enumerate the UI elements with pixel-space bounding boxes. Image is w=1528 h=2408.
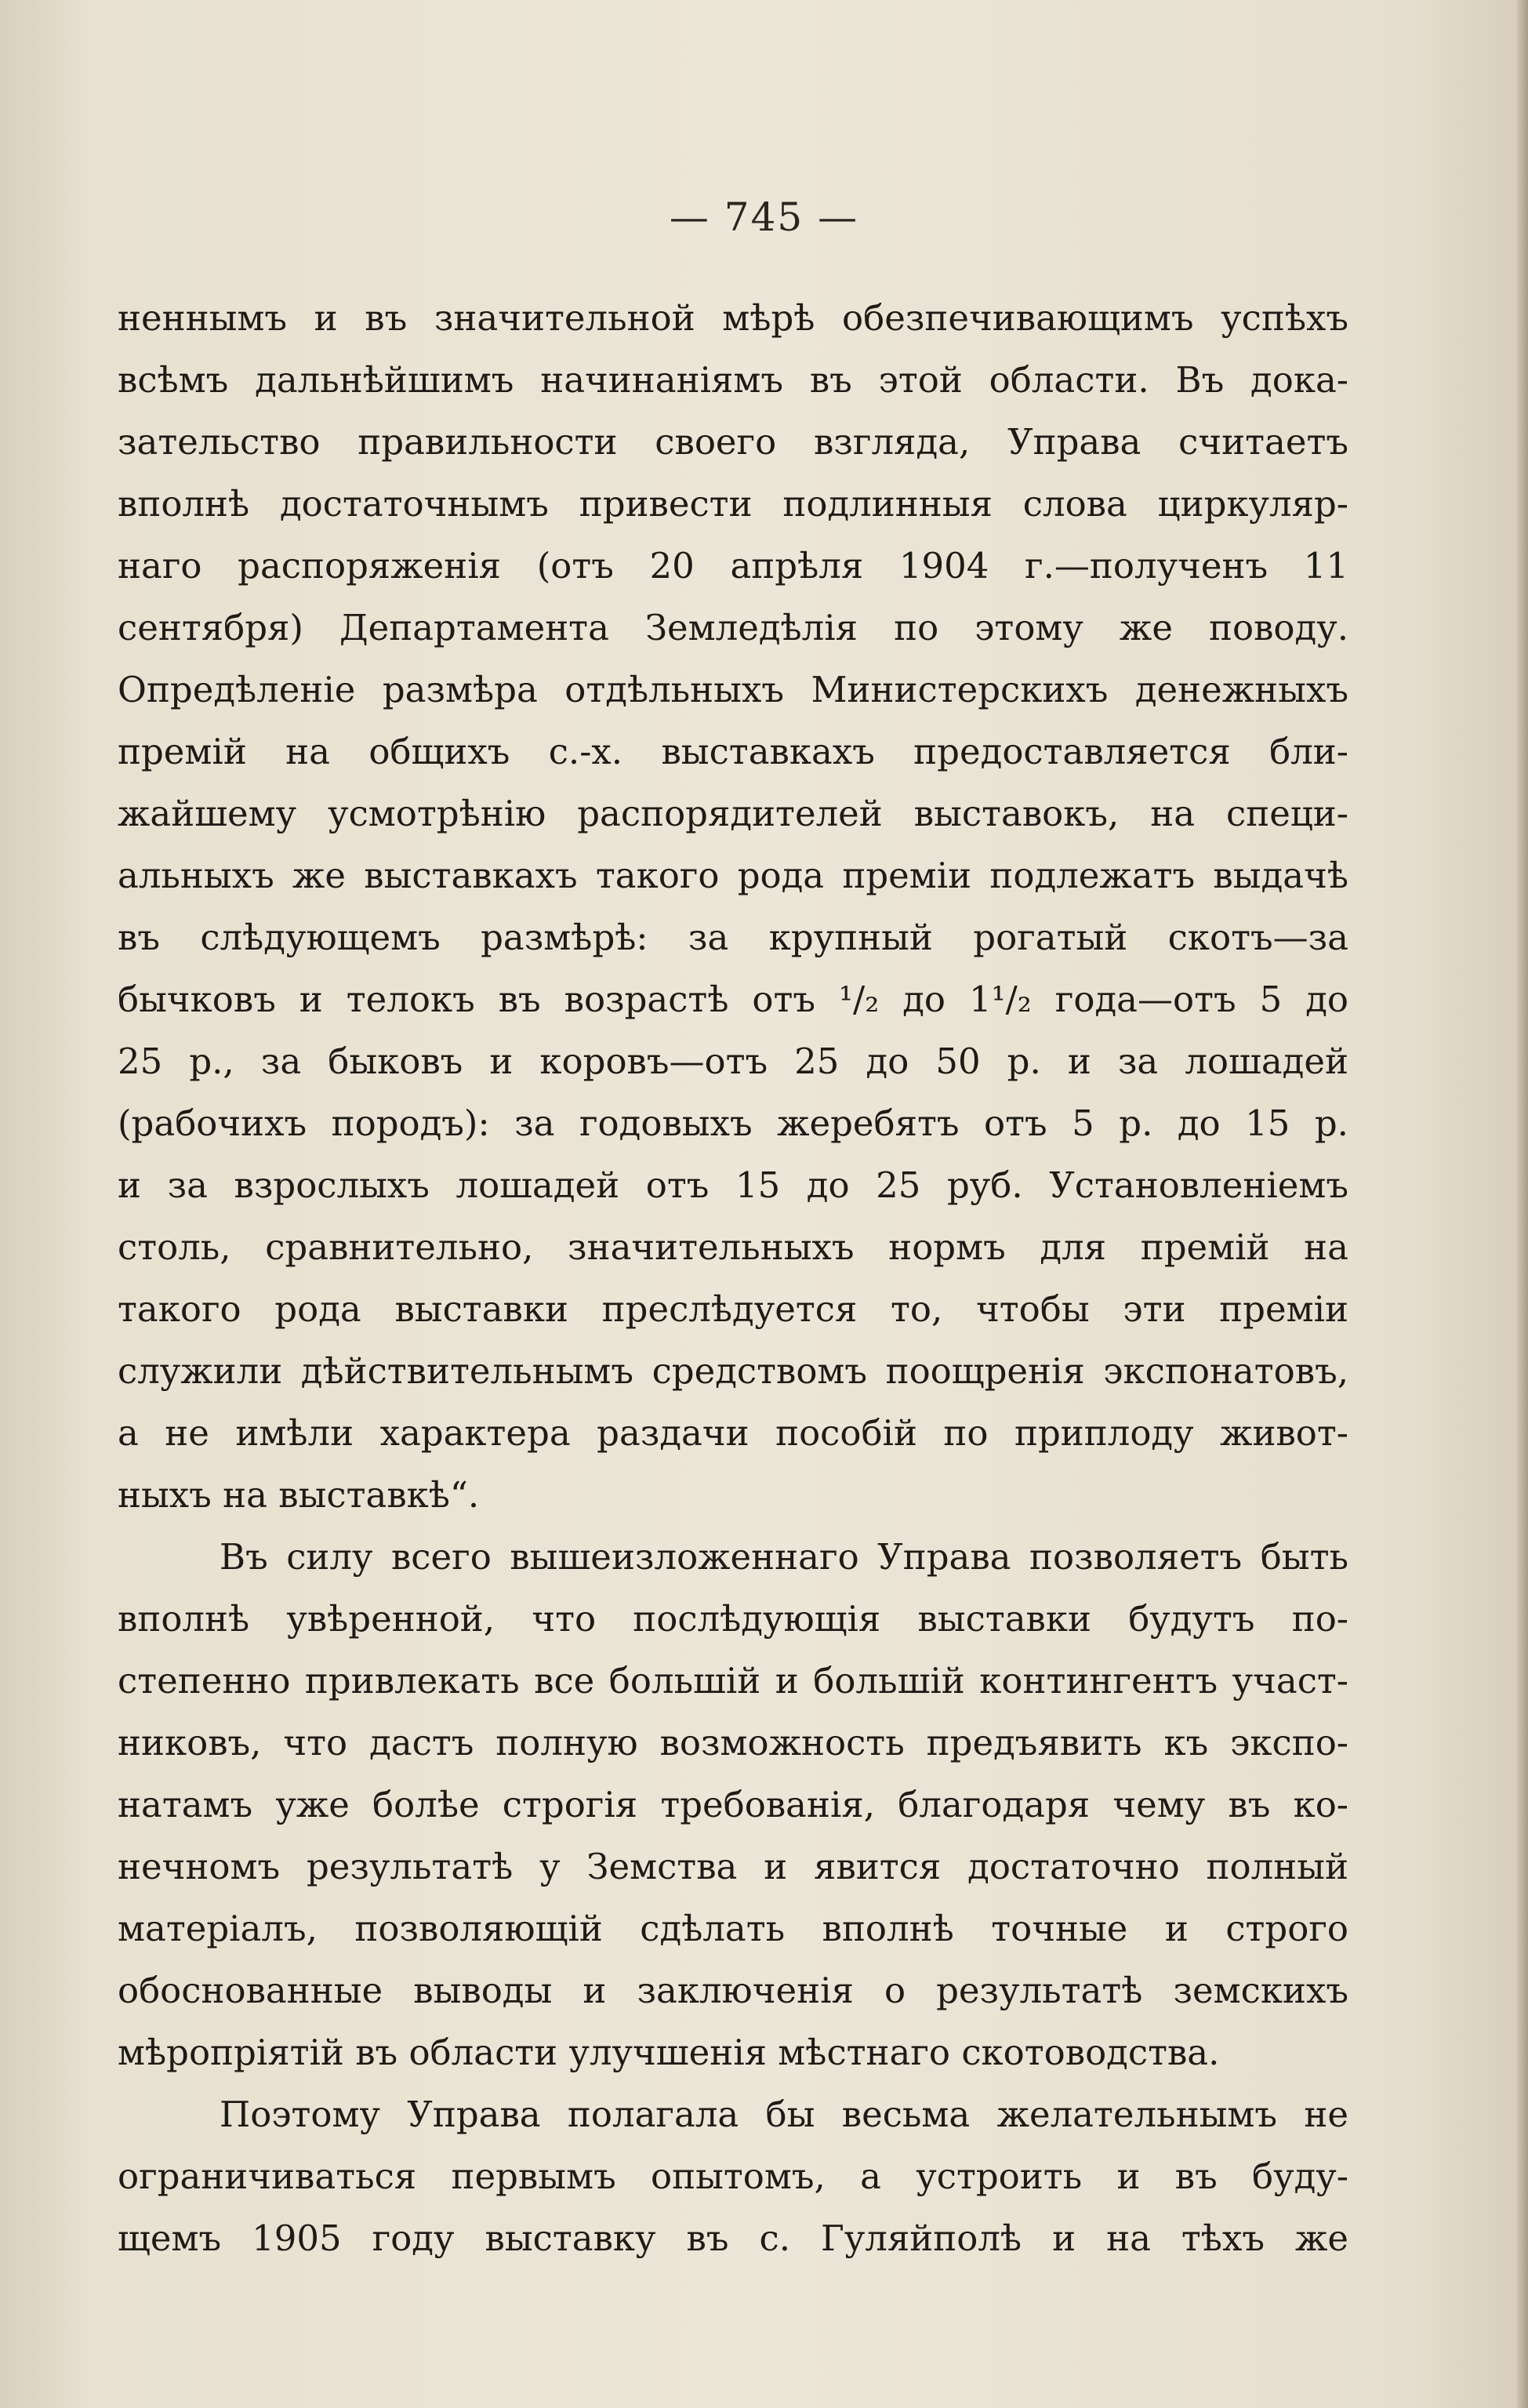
page-number: — 745 — — [669, 194, 859, 240]
text-line: ограничиваться первымъ опытомъ, а устроить и въ буду- — [118, 2156, 1348, 2197]
text-line: (рабочихъ породъ): за годовыхъ жеребятъ отъ 5 р. до 15 р. — [118, 1102, 1348, 1144]
text-line: альныхъ же выставкахъ такого рода преміи подлежатъ выдачѣ — [118, 855, 1348, 896]
text-line: обоснованные выводы и заключенія о результатѣ земскихъ — [118, 1970, 1348, 2011]
text-line: матеріалъ, позволяющій сдѣлать вполнѣ точные и строго — [118, 1908, 1348, 1949]
text-line: премій на общихъ с.-х. выставкахъ предоставляется бли- — [118, 731, 1348, 772]
text-line: наго распоряженія (отъ 20 апрѣля 1904 г.—полученъ 11 — [118, 545, 1348, 587]
text-line: такого рода выставки преслѣдуется то, чтобы эти преміи — [118, 1288, 1348, 1330]
text-line: бычковъ и телокъ въ возрастѣ отъ ¹/₂ до 1¹/₂ года—отъ 5 до — [118, 979, 1348, 1020]
text-line: сентября) Департамента Земледѣлія по этому же поводу. — [118, 607, 1348, 648]
text-line: нечномъ результатѣ у Земства и явится достаточно полный — [118, 1846, 1348, 1887]
text-line: вполнѣ достаточнымъ привести подлинныя слова циркуляр- — [118, 483, 1348, 525]
text-line: и за взрослыхъ лошадей отъ 15 до 25 руб. Установленіемъ — [118, 1164, 1348, 1206]
text-line: 25 р., за быковъ и коровъ—отъ 25 до 50 р. и за лошадей — [118, 1041, 1348, 1082]
body-text — [118, 287, 1348, 2269]
text-line: натамъ уже болѣе строгія требованія, благодаря чему въ ко- — [118, 1784, 1348, 1825]
text-line: Поэтому Управа полагала бы весьма желательнымъ не — [220, 2094, 1348, 2135]
text-line: ныхъ на выставкѣ“. — [118, 1474, 480, 1516]
text-line: всѣмъ дальнѣйшимъ начинаніямъ въ этой области. Въ дока- — [118, 359, 1348, 401]
text-line: щемъ 1905 году выставку въ с. Гуляйполѣ и на тѣхъ же — [118, 2217, 1348, 2259]
text-line: служили дѣйствительнымъ средствомъ поощренія экспонатовъ, — [118, 1350, 1348, 1392]
text-line: зательство правильности своего взгляда, Управа считаетъ — [118, 421, 1348, 463]
text-line: а не имѣли характера раздачи пособій по приплоду живот- — [118, 1412, 1348, 1454]
text-line: никовъ, что дастъ полную возможность предъявить къ экспо- — [118, 1722, 1348, 1763]
text-line: въ слѣдующемъ размѣрѣ: за крупный рогатый скотъ—за — [118, 917, 1348, 958]
text-line: неннымъ и въ значительной мѣрѣ обезпечивающимъ успѣхъ — [118, 297, 1348, 339]
text-line: Въ силу всего вышеизложеннаго Управа позволяетъ быть — [220, 1536, 1348, 1578]
text-line: Опредѣленіе размѣра отдѣльныхъ Министерскихъ денежныхъ — [118, 669, 1348, 710]
text-line: степенно привлекать все большій и большій контингентъ участ- — [118, 1660, 1348, 1702]
page-edge — [1517, 0, 1528, 2408]
text-line: вполнѣ увѣренной, что послѣдующія выставки будутъ по- — [118, 1598, 1348, 1640]
text-line: мѣропріятій въ области улучшенія мѣстнаго скотоводства. — [118, 2032, 1220, 2073]
text-line: столь, сравнительно, значительныхъ нормъ для премій на — [118, 1226, 1348, 1268]
text-line: жайшему усмотрѣнію распорядителей выставокъ, на специ- — [118, 793, 1348, 834]
